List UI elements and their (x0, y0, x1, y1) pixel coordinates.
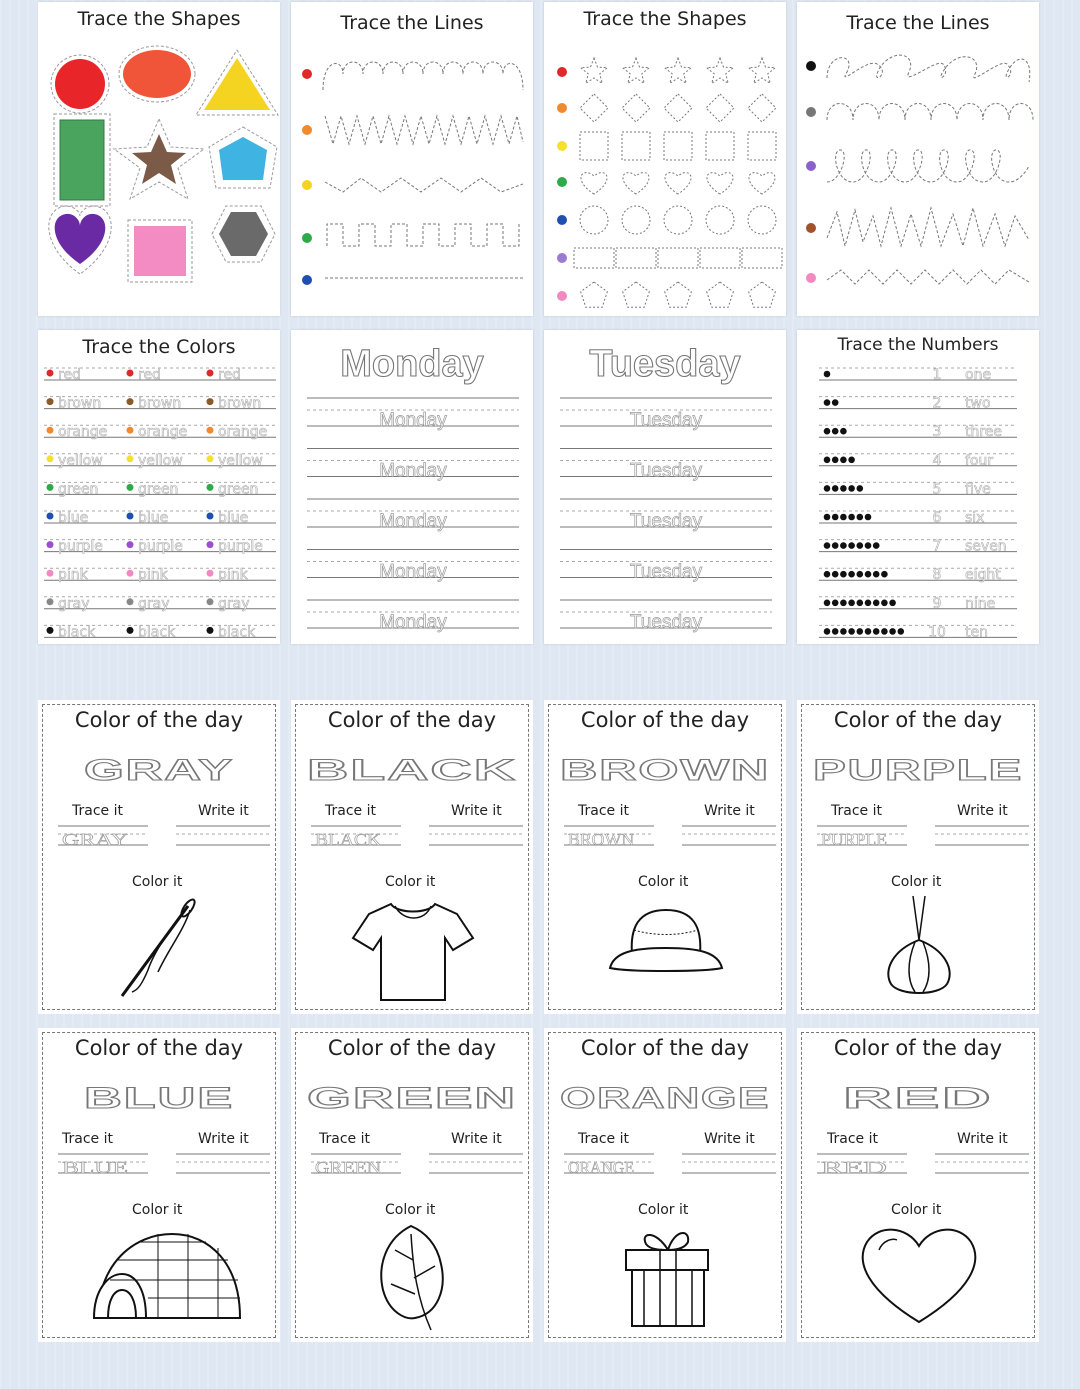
trace-shape (748, 94, 776, 122)
count-dot (824, 399, 831, 406)
trace-word: PURPLE (821, 830, 887, 849)
card-title: Color of the day (833, 708, 1003, 732)
count-dot (832, 428, 839, 435)
count-dot (840, 485, 847, 492)
number-word: two (965, 395, 991, 412)
count-dot (848, 600, 855, 607)
card-art (544, 700, 786, 1014)
count-dot (889, 628, 896, 635)
trace-label: Trace it (319, 1131, 370, 1147)
count-dot (865, 542, 872, 549)
count-dot (881, 600, 888, 607)
trace-word: Monday (379, 511, 447, 532)
count-dot (824, 571, 831, 578)
trace-word: BLUE (62, 1158, 128, 1177)
color-of-day-card (38, 700, 280, 1014)
color-word-rows (38, 330, 280, 644)
count-dot (848, 485, 855, 492)
number-digit: 1 (932, 367, 942, 383)
trace-word: GREEN (315, 1158, 381, 1177)
color-word-outline: BLACK (307, 754, 517, 787)
color-word: orange (218, 424, 268, 441)
day-heading: Monday (340, 343, 484, 385)
trace-shape (749, 173, 775, 194)
count-dot (840, 571, 847, 578)
count-dot (857, 628, 864, 635)
trace-word: Monday (379, 460, 447, 482)
count-dot (824, 485, 831, 492)
trace-shape (749, 58, 776, 83)
card-art (797, 700, 1039, 1014)
color-dot (127, 484, 134, 491)
trace-shape (665, 58, 692, 83)
trace-word: ORANGE (568, 1158, 634, 1177)
loops-sheet (797, 2, 1039, 316)
color-word: black (218, 624, 256, 641)
write-label: Write it (957, 803, 1008, 819)
color-of-day-card (797, 1028, 1039, 1342)
trace-word: Tuesday (629, 561, 703, 583)
trace-shape (623, 282, 650, 307)
count-dot (865, 600, 872, 607)
count-dot (840, 428, 847, 435)
count-dot (840, 514, 847, 521)
color-word: purple (58, 538, 103, 555)
color-word-outline: BLUE (84, 1082, 234, 1115)
sheet-title: Trace the Shapes (583, 8, 747, 30)
count-dot (824, 371, 831, 378)
color-word: gray (58, 595, 90, 612)
color-word: red (58, 367, 81, 383)
number-rows (797, 330, 1039, 644)
row-dot (557, 141, 567, 151)
row-dot (557, 103, 567, 113)
color-word: yellow (218, 452, 263, 469)
trace-label: Trace it (831, 803, 882, 819)
trace-label: Trace it (827, 1131, 878, 1147)
color-word: orange (58, 424, 108, 441)
color-word: blue (58, 510, 89, 526)
number-digit: 9 (932, 595, 942, 612)
trace-word: Tuesday (629, 410, 703, 431)
number-word: nine (965, 595, 996, 612)
needle-icon (122, 898, 197, 996)
card-art (797, 1028, 1039, 1342)
count-dot (865, 628, 872, 635)
trace-shape (664, 206, 692, 234)
card-art (38, 1028, 280, 1342)
trace-word: Tuesday (629, 460, 703, 482)
sheet-title: Trace the Colors (82, 336, 236, 358)
color-word-outline: RED (843, 1082, 993, 1115)
trace-label: Trace it (578, 803, 629, 819)
color-dot (207, 627, 214, 634)
count-dot (832, 514, 839, 521)
trace-shape (706, 132, 734, 160)
color-of-day-card (38, 1028, 280, 1342)
count-dot (832, 485, 839, 492)
color-word: brown (138, 395, 182, 412)
pentagon-shape (219, 137, 267, 180)
day-heading: Tuesday (589, 343, 741, 385)
tshirt-icon (353, 904, 473, 1000)
count-dot (824, 542, 831, 549)
trace-shape (665, 173, 691, 194)
color-dot (47, 513, 54, 520)
write-label: Write it (198, 1131, 249, 1147)
color-word: red (218, 367, 241, 383)
number-word: six (965, 510, 985, 526)
number-word: five (965, 481, 991, 498)
lines-sheet (291, 2, 533, 316)
number-word: eight (965, 567, 1001, 584)
count-dot (840, 457, 847, 464)
colors-sheet (38, 330, 280, 644)
count-dot (832, 571, 839, 578)
leaf-icon (381, 1226, 442, 1330)
trace-shape (658, 248, 698, 268)
count-dot (873, 571, 880, 578)
sheet-title: Trace the Lines (340, 12, 484, 34)
color-label: Color it (132, 1202, 183, 1218)
card-title: Color of the day (833, 1036, 1003, 1060)
color-word-outline: BROWN (560, 754, 770, 787)
sheet-title: Trace the Shapes (77, 8, 241, 30)
trace-shape (748, 132, 776, 160)
number-digit: 5 (932, 481, 942, 498)
color-dot (47, 398, 54, 405)
count-dot (898, 628, 905, 635)
color-dot (127, 627, 134, 634)
row-dot (557, 67, 567, 77)
color-dot (127, 513, 134, 520)
count-dot (857, 600, 864, 607)
color-dot (47, 427, 54, 434)
trace-shape (742, 248, 782, 268)
trace-shape (707, 58, 734, 83)
color-word-outline: PURPLE (813, 754, 1023, 787)
color-label: Color it (385, 1202, 436, 1218)
color-word: green (58, 481, 99, 498)
count-dot (848, 457, 855, 464)
outline-shapes-sheet (544, 2, 786, 316)
count-dot (889, 600, 896, 607)
color-dot (127, 598, 134, 605)
count-dot (832, 399, 839, 406)
trace-word: Tuesday (629, 612, 703, 633)
count-dot (881, 571, 888, 578)
number-digit: 10 (928, 624, 946, 641)
trace-label: Trace it (62, 1131, 113, 1147)
trace-word: Monday (379, 561, 447, 583)
trace-shape (748, 206, 776, 234)
circle-shape (55, 59, 105, 109)
heart-shape (55, 214, 106, 264)
color-word: green (218, 481, 259, 498)
trace-word: Monday (379, 612, 447, 633)
count-dot (873, 600, 880, 607)
color-of-day-card (797, 700, 1039, 1014)
color-dot (207, 541, 214, 548)
count-dot (824, 628, 831, 635)
color-dot (127, 427, 134, 434)
count-dot (832, 628, 839, 635)
color-label: Color it (638, 1202, 689, 1218)
trace-shape (581, 282, 608, 307)
count-dot (832, 457, 839, 464)
count-dot (881, 628, 888, 635)
card-art (291, 1028, 533, 1342)
sheet-title: Trace the Numbers (837, 335, 999, 355)
triangle-shape (204, 58, 270, 110)
bucket-hat-icon (610, 910, 722, 971)
row-dot (557, 253, 567, 263)
row-dot (557, 215, 567, 225)
color-dot (47, 541, 54, 548)
shapes-sheet (38, 2, 280, 316)
trace-shape (622, 132, 650, 160)
trace-label: Trace it (325, 803, 376, 819)
card-title: Color of the day (327, 1036, 497, 1060)
number-digit: 3 (932, 424, 942, 441)
trace-shape (622, 94, 650, 122)
tuesday-sheet (544, 330, 786, 644)
color-dot (207, 427, 214, 434)
card-art (544, 1028, 786, 1342)
color-dot (47, 598, 54, 605)
sheet-title: Trace the Lines (846, 12, 990, 34)
outline-shape-rows (544, 2, 786, 316)
color-dot (207, 570, 214, 577)
color-dot (127, 570, 134, 577)
trace-shape (581, 58, 608, 83)
color-dot (207, 455, 214, 462)
trace-word: GRAY (62, 830, 128, 849)
color-dot (47, 370, 54, 377)
oval-shape (123, 50, 191, 98)
trace-word: Monday (379, 410, 447, 431)
color-label: Color it (638, 874, 689, 890)
color-word: pink (58, 567, 88, 584)
number-digit: 7 (932, 538, 942, 555)
write-label: Write it (451, 1131, 502, 1147)
color-word: black (138, 624, 176, 641)
number-digit: 2 (932, 395, 942, 412)
line-patterns (291, 2, 533, 316)
trace-shape (664, 132, 692, 160)
color-word: pink (138, 567, 168, 584)
number-word: three (965, 424, 1003, 441)
count-dot (840, 542, 847, 549)
count-dot (848, 542, 855, 549)
color-word: yellow (58, 452, 103, 469)
heart-icon (863, 1230, 976, 1322)
color-word: gray (218, 595, 250, 612)
trace-shape (707, 173, 733, 194)
colored-shapes (38, 2, 280, 316)
hexagon-shape (219, 212, 268, 256)
color-of-day-card (544, 700, 786, 1014)
write-label: Write it (957, 1131, 1008, 1147)
trace-shape (706, 206, 734, 234)
color-dot (127, 398, 134, 405)
count-dot (873, 542, 880, 549)
count-dot (857, 571, 864, 578)
trace-shape (749, 282, 776, 307)
color-word: purple (138, 538, 183, 555)
color-dot (207, 598, 214, 605)
color-word: blue (218, 510, 249, 526)
number-digit: 8 (932, 567, 942, 584)
count-dot (840, 628, 847, 635)
card-title: Color of the day (74, 708, 244, 732)
color-word: purple (218, 538, 263, 555)
trace-word: Tuesday (629, 511, 703, 532)
color-dot (207, 513, 214, 520)
count-dot (865, 514, 872, 521)
color-dot (47, 455, 54, 462)
trace-label: Trace it (72, 803, 123, 819)
trace-shape (700, 248, 740, 268)
number-digit: 4 (932, 452, 942, 469)
count-dot (857, 485, 864, 492)
color-word: brown (218, 395, 262, 412)
count-dot (848, 571, 855, 578)
write-label: Write it (704, 803, 755, 819)
color-label: Color it (891, 874, 942, 890)
color-word: yellow (138, 452, 183, 469)
trace-word: RED (821, 1158, 887, 1177)
trace-shape (574, 248, 614, 268)
color-word: red (138, 367, 161, 383)
number-word: seven (965, 538, 1007, 555)
igloo-icon (94, 1234, 240, 1318)
number-word: one (965, 367, 992, 383)
write-label: Write it (704, 1131, 755, 1147)
trace-shape (622, 206, 650, 234)
card-art (38, 700, 280, 1014)
color-label: Color it (385, 874, 436, 890)
trace-shape (664, 94, 692, 122)
color-word: brown (58, 395, 102, 412)
color-of-day-card (291, 1028, 533, 1342)
gift-icon (626, 1233, 708, 1326)
trace-shape (580, 94, 608, 122)
color-label: Color it (891, 1202, 942, 1218)
count-dot (857, 514, 864, 521)
count-dot (824, 514, 831, 521)
trace-shape (623, 173, 649, 194)
card-title: Color of the day (74, 1036, 244, 1060)
trace-shape (581, 173, 607, 194)
row-dot (557, 177, 567, 187)
trace-word: BROWN (568, 830, 634, 849)
star-shape (132, 134, 186, 184)
trace-label: Trace it (578, 1131, 629, 1147)
monday-trace-lines (291, 330, 533, 644)
color-word: blue (138, 510, 169, 526)
count-dot (824, 457, 831, 464)
color-dot (127, 455, 134, 462)
color-label: Color it (132, 874, 183, 890)
count-dot (832, 542, 839, 549)
color-word: orange (138, 424, 188, 441)
count-dot (873, 628, 880, 635)
color-word-outline: GRAY (84, 754, 234, 787)
count-dot (840, 600, 847, 607)
number-digit: 6 (932, 510, 942, 526)
color-dot (127, 541, 134, 548)
color-dot (207, 484, 214, 491)
color-of-day-card (544, 1028, 786, 1342)
color-dot (47, 570, 54, 577)
write-label: Write it (451, 803, 502, 819)
color-dot (127, 370, 134, 377)
number-word: ten (965, 624, 988, 641)
trace-shape (665, 282, 692, 307)
count-dot (824, 428, 831, 435)
color-word-outline: ORANGE (560, 1082, 770, 1115)
card-title: Color of the day (580, 708, 750, 732)
count-dot (832, 600, 839, 607)
square-shape (134, 226, 186, 276)
trace-shape (580, 206, 608, 234)
color-dot (47, 484, 54, 491)
trace-word: BLACK (315, 830, 382, 849)
card-title: Color of the day (580, 1036, 750, 1060)
color-word: green (138, 481, 179, 498)
write-label: Write it (198, 803, 249, 819)
monday-sheet (291, 330, 533, 644)
color-dot (207, 398, 214, 405)
trace-shape (616, 248, 656, 268)
count-dot (848, 628, 855, 635)
color-word-outline: GREEN (307, 1082, 517, 1115)
count-dot (865, 571, 872, 578)
color-word: black (58, 624, 96, 641)
color-word: pink (218, 567, 248, 584)
onion-icon (888, 896, 949, 993)
card-title: Color of the day (327, 708, 497, 732)
count-dot (857, 542, 864, 549)
trace-shape (580, 132, 608, 160)
count-dot (824, 600, 831, 607)
color-of-day-card (291, 700, 533, 1014)
rectangle-shape (60, 120, 104, 200)
trace-shape (707, 282, 734, 307)
color-word: gray (138, 595, 170, 612)
row-dot (557, 291, 567, 301)
color-dot (47, 627, 54, 634)
loop-patterns (797, 2, 1039, 316)
number-word: four (965, 452, 994, 469)
numbers-sheet (797, 330, 1039, 644)
trace-shape (706, 94, 734, 122)
color-dot (207, 370, 214, 377)
tuesday-trace-lines (544, 330, 786, 644)
card-art (291, 700, 533, 1014)
count-dot (848, 514, 855, 521)
trace-shape (623, 58, 650, 83)
